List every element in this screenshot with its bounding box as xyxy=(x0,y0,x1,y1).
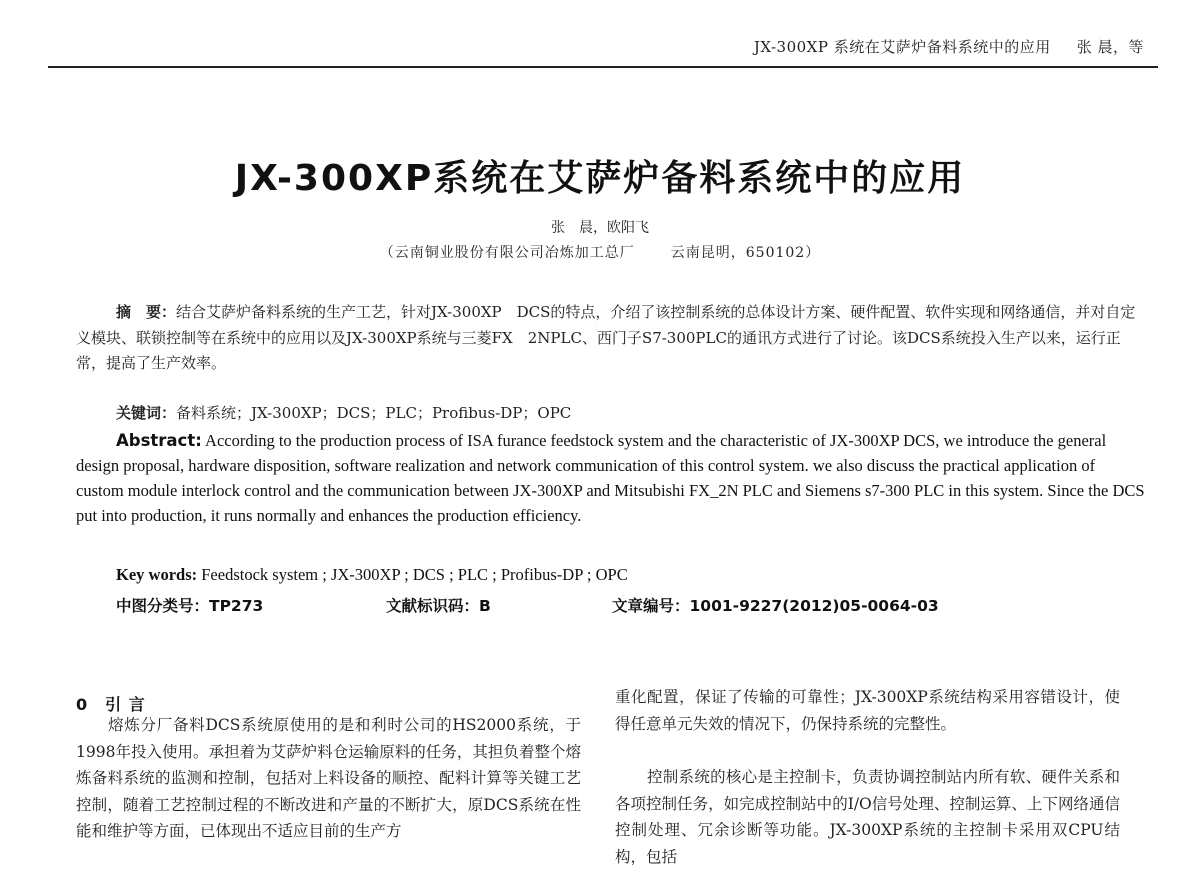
clc-number: 中图分类号：TP273 xyxy=(116,597,264,615)
section-heading-introduction: 0 引 言 xyxy=(76,695,146,714)
abstract-cn xyxy=(76,300,1146,377)
keywords-en-text: Feedstock system ; JX-300XP ; DCS ; PLC ; Profibus-DP ; OPC xyxy=(201,565,628,584)
running-header-title: JX-300XP 系统在艾萨炉备料系统中的应用 xyxy=(753,38,1051,56)
document-code: 文献标识码：B xyxy=(386,597,491,615)
abstract-cn-label: 摘 要： xyxy=(116,303,177,321)
affiliation-city: 云南昆明，650102） xyxy=(670,245,821,261)
paper-authors: 张 晨，欧阳飞 xyxy=(551,220,649,236)
article-number: 文章编号：1001-9227(2012)05-0064-03 xyxy=(612,597,939,615)
body-left-column: 熔炼分厂备料DCS系统原使用的是和利时公司的HS2000系统，于1998年投入使用。承担着为艾萨炉料仓运输原料的任务，其担负着整个熔炼备料系统的监测和控制，包括对上料设备的顺控、配料计算等关键工艺控制，随着工艺控制过程的不断改进和产量的不断扩大，原DCS系统在性能和维护等方面，已体现出不适应目前的生产方 xyxy=(76,716,581,840)
abstract-en-label: Abstract: xyxy=(116,431,202,450)
abstract-en-text: According to the production process of ISA furance feedstock system and the characteristic of JX-300XP DCS, we introduce the general design proposal, hardware disposition, software realization and network communication of this control system. we also discuss the practical application of custom module interlock control and the communication between JX-300XP and Mitsubishi FX_2N PLC and Siemens s7-300 PLC in this system. Since the DCS put into production, it runs normally and enhances the production efficiency. xyxy=(76,431,1145,525)
keywords-cn-text: 备料系统；JX-300XP；DCS；PLC；Profibus-DP；OPC xyxy=(176,404,572,422)
paper-affiliation xyxy=(0,242,1200,262)
header-rule xyxy=(48,66,1158,68)
running-header xyxy=(754,36,1144,57)
paper-title: JX-300XP系统在艾萨炉备料系统中的应用 xyxy=(234,158,966,199)
keywords-cn xyxy=(116,402,571,423)
keywords-en xyxy=(116,565,628,585)
abstract-en xyxy=(76,428,1146,528)
abstract-cn-text: 结合艾萨炉备料系统的生产工艺，针对JX-300XP DCS的特点，介绍了该控制系统的总体设计方案、硬件配置、软件实现和网络通信，并对自定义模块、联锁控制等在系统中的应用以及JX-300XP系统与三菱FX 2NPLC、西门子S7-300PLC的通讯方式进行了讨论。该DCS系统投入生产以来，运行正常，提高了生产效率。 xyxy=(76,303,1136,372)
keywords-en-label: Key words: xyxy=(116,565,198,584)
affiliation-org: （云南铜业股份有限公司冶炼加工总厂 xyxy=(379,245,635,261)
running-header-authors: 张 晨，等 xyxy=(1076,38,1144,56)
keywords-cn-label: 关键词： xyxy=(116,404,177,422)
body-right-column-para-1: 重化配置，保证了传输的可靠性；JX-300XP系统结构采用容错设计，使得任意单元失效的情况下，仍保持系统的完整性。 xyxy=(615,688,1120,733)
body-right-column-para-2: 控制系统的核心是主控制卡，负责协调控制站内所有软、硬件关系和各项控制任务，如完成控制站中的I/O信号处理、控制运算、上下网络通信控制处理、冗余诊断等功能。JX-300XP系统的主控制卡采用双CPU结构，包括 xyxy=(615,768,1120,866)
